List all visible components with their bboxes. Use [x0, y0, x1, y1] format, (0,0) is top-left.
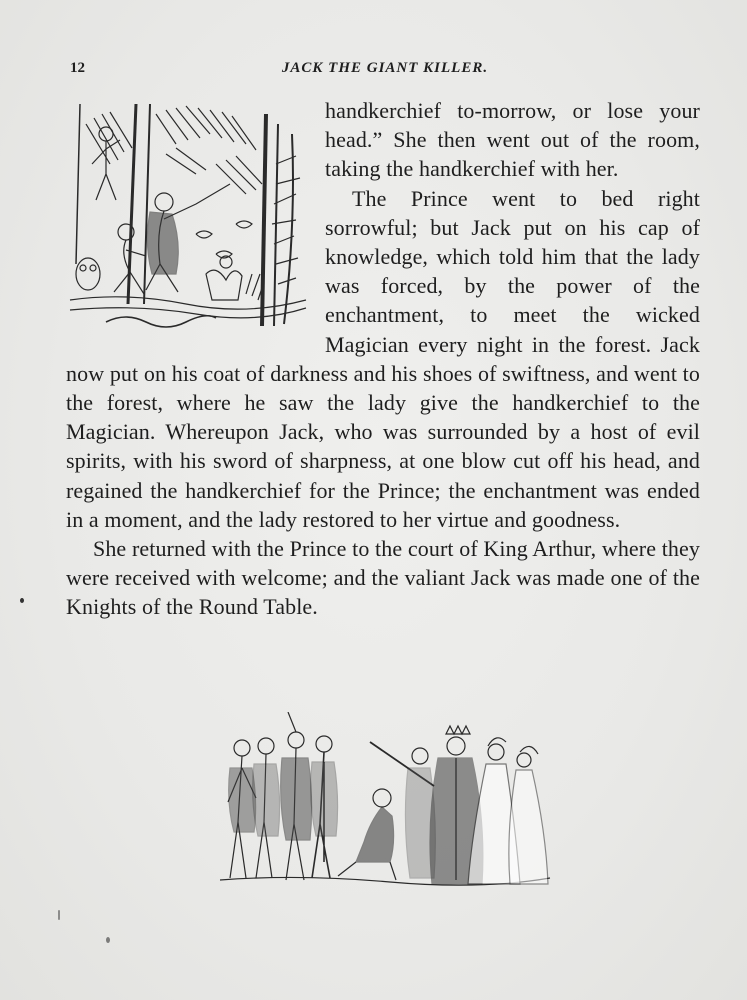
paper-speck — [106, 937, 110, 943]
body-text — [66, 96, 700, 622]
running-title: JACK THE GIANT KILLER. — [281, 60, 489, 76]
knighting-illustration — [220, 712, 555, 892]
paper-speck — [58, 910, 60, 920]
paragraph-2: The Prince went to bed right sorrowful; but Jack put on his cap of knowledge, which told him that the lady was forced, by the power of the enchantment, to meet the wicked Magician every night in the forest. Jack now put on his coat of darkness and his shoes of swiftness, and went to the forest, where he saw the lady give the handkerchief to the Magician. Whereupon Jack, who was surrounded by a host of evil spirits, with his sword of sharpness, at one blow cut off his head, and regained the handkerchief for the Prince; the enchantment was ended in a moment, and the lady restored to her virtue and goodness. — [66, 185, 700, 532]
paper-speck — [20, 598, 24, 603]
page-header — [70, 60, 700, 84]
paragraph-3: She returned with the Prince to the court of King Arthur, where they were received with welcome; and the valiant Jack was made one of the Knights of the Round Table. — [66, 536, 700, 620]
forest-illustration — [66, 104, 311, 344]
forest-engraving-image — [66, 104, 311, 344]
page-number: 12 — [70, 60, 85, 76]
knighting-engraving-image — [220, 712, 555, 892]
paragraph-1: handkerchief to-morrow, or lose your head.” She then went out of the room, taking the handkerchief with her. — [325, 98, 700, 182]
